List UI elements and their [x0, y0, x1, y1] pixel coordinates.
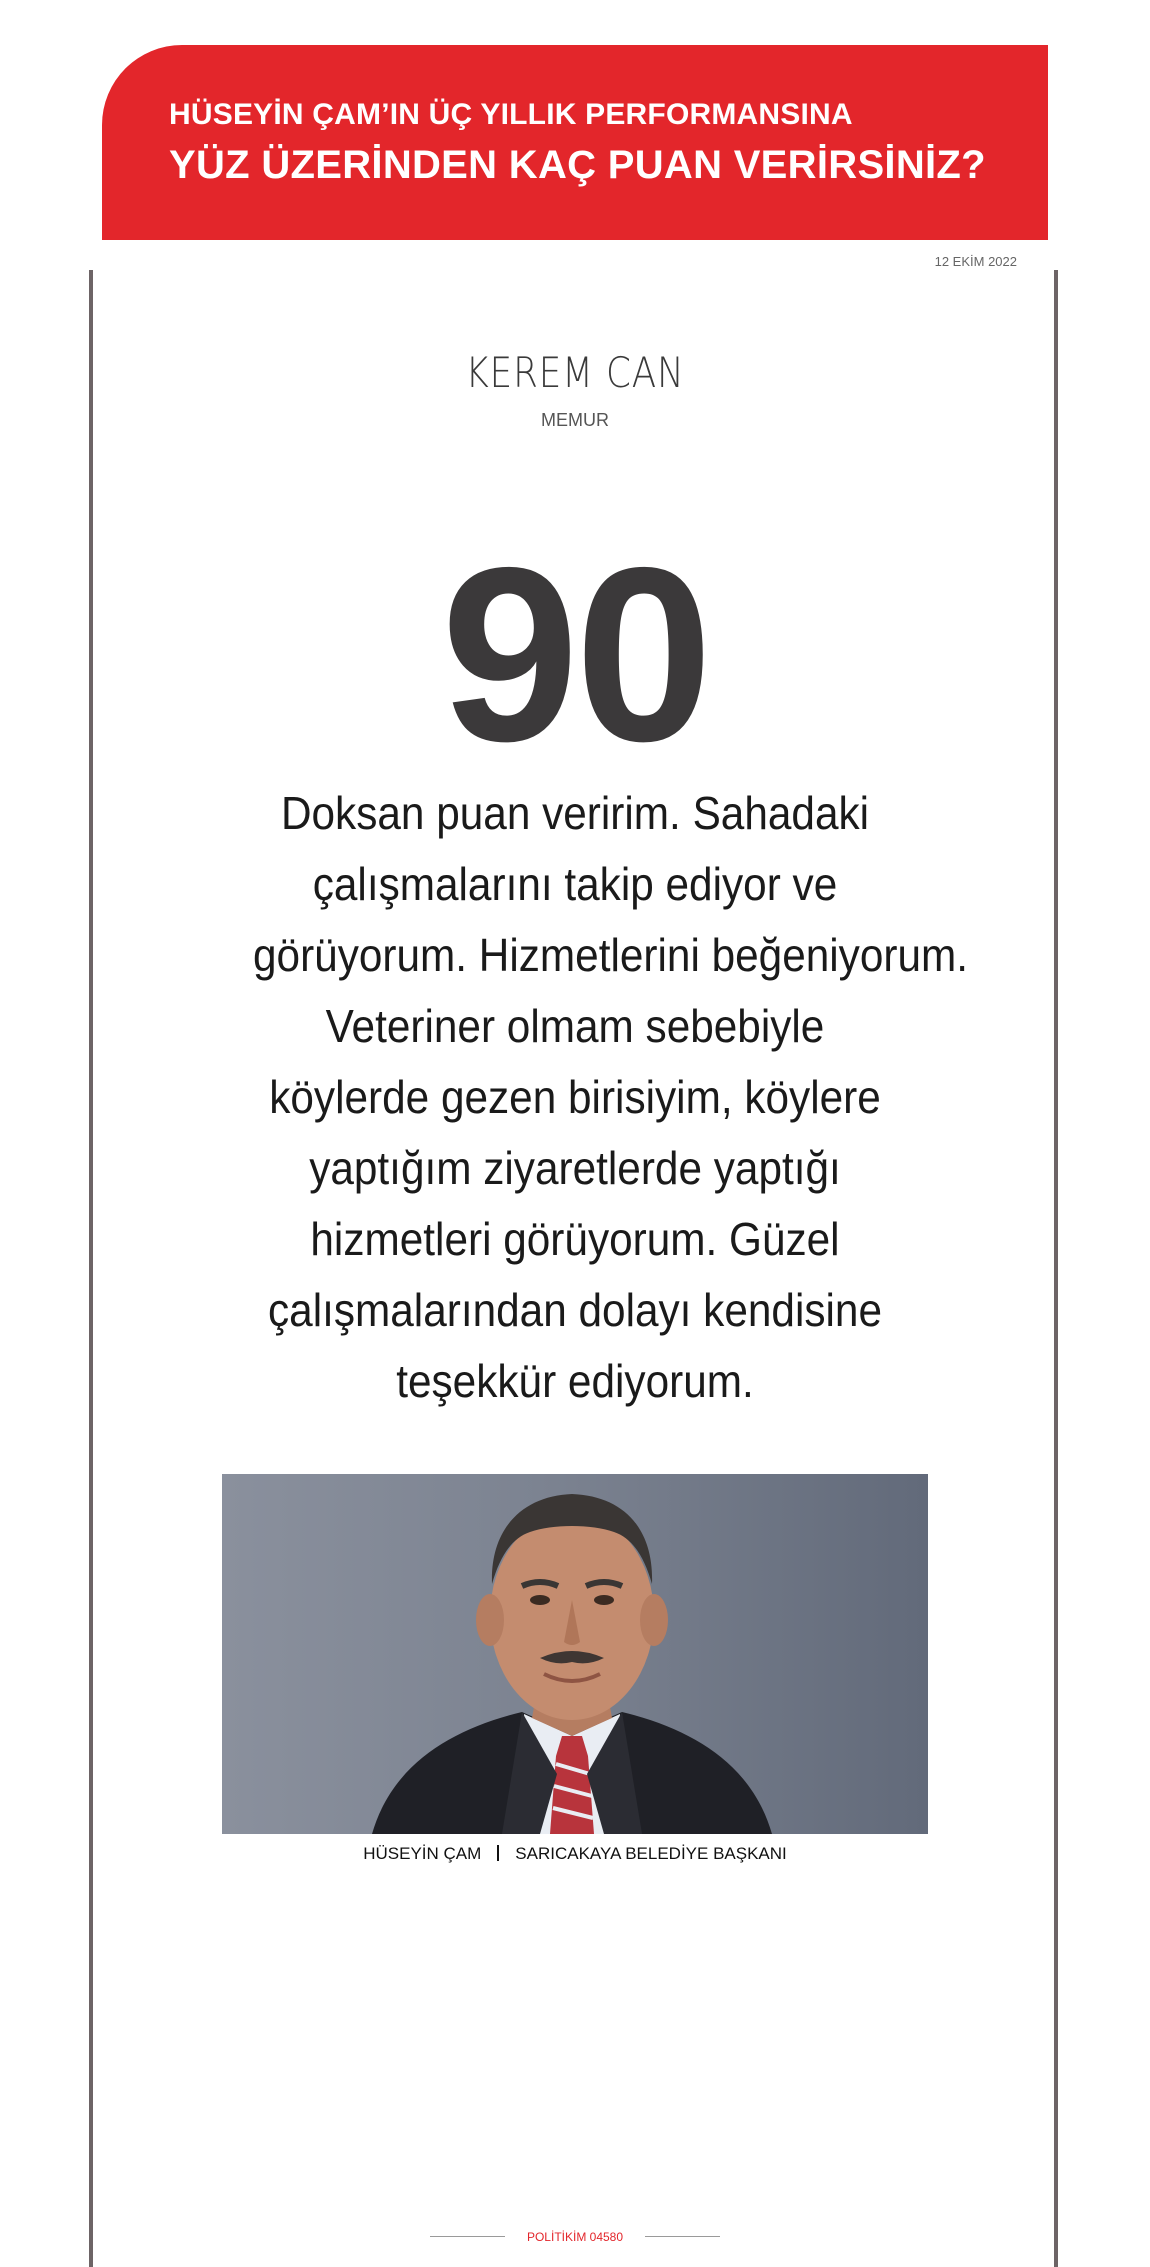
caption-name: HÜSEYİN ÇAM — [363, 1844, 482, 1863]
footer-label: POLİTİKİM 04580 — [526, 2229, 624, 2244]
photo-caption — [0, 1844, 1150, 1864]
footer-rule-left — [430, 2236, 505, 2237]
respondent-title: MEMUR — [541, 410, 609, 430]
headline-line-1: HÜSEYİN ÇAM’IN ÜÇ YILLIK PERFORMANSINA — [169, 98, 853, 131]
quote-line: yaptığım ziyaretlerde yaptığı — [309, 1142, 841, 1194]
quote-line: hizmetleri görüyorum. Güzel — [310, 1213, 840, 1265]
header-banner — [102, 45, 1048, 240]
footer — [0, 2228, 1150, 2246]
quote-line: Doksan puan veririm. Sahadaki — [280, 787, 870, 839]
publish-date: 12 EKİM 2022 — [934, 254, 1017, 269]
quote-line: köylerde gezen birisiyim, köylere — [269, 1071, 881, 1123]
quote-line: Veteriner olmam sebebiyle — [325, 1000, 825, 1052]
quote-line: görüyorum. Hizmetlerini beğeniyorum. — [253, 929, 969, 981]
caption-role: SARICAKAYA BELEDİYE BAŞKANI — [515, 1844, 787, 1863]
headline-line-2: YÜZ ÜZERİNDEN KAÇ PUAN VERİRSİNİZ? — [169, 143, 986, 187]
quote-line: çalışmalarından dolayı kendisine — [267, 1284, 882, 1336]
quote-text — [253, 778, 969, 1417]
respondent-name: KEREM CAN — [465, 348, 685, 397]
score-value: 90 — [441, 515, 709, 793]
footer-rule-right — [645, 2236, 720, 2237]
quote-line: çalışmalarını takip ediyor ve — [312, 858, 838, 910]
portrait-photo — [222, 1474, 928, 1834]
portrait-illustration — [222, 1474, 928, 1834]
caption-separator — [497, 1845, 499, 1861]
quote-line: teşekkür ediyorum. — [396, 1355, 754, 1407]
